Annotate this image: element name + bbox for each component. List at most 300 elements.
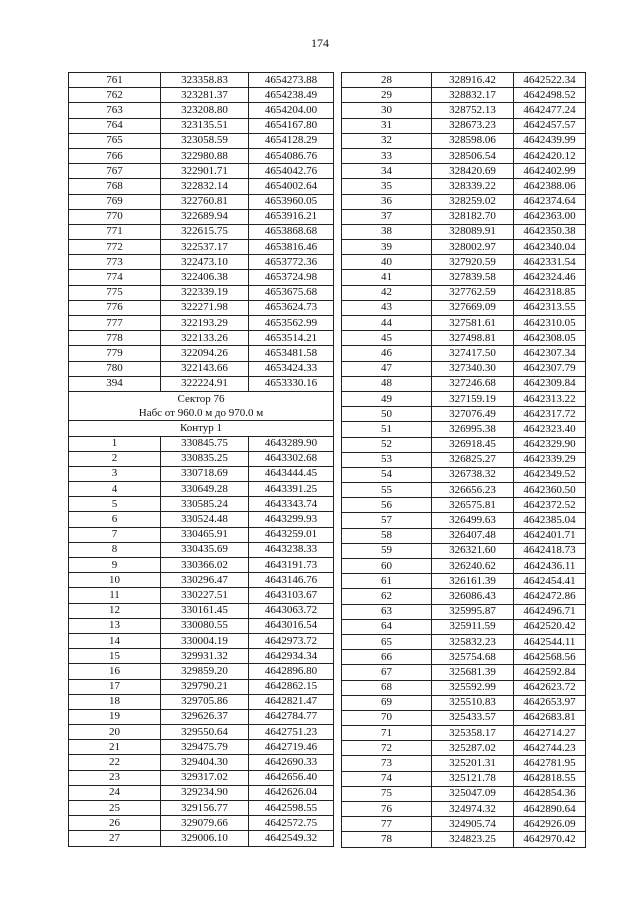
coord-x: 325995.87 <box>432 604 514 619</box>
point-number: 60 <box>342 559 432 574</box>
coord-x: 325121.78 <box>432 771 514 786</box>
coord-x: 325433.57 <box>432 710 514 725</box>
table-row <box>69 801 334 816</box>
coord-y: 4653624.73 <box>249 300 334 315</box>
coord-y: 4642751.23 <box>249 725 334 740</box>
coord-y: 4642656.40 <box>249 770 334 785</box>
coord-x: 329404.30 <box>161 755 249 770</box>
coord-y: 4643289.90 <box>249 436 334 451</box>
coord-y: 4642549.32 <box>249 831 334 846</box>
table-row <box>342 756 586 771</box>
coord-y: 4654273.88 <box>249 73 334 88</box>
coord-x: 326086.43 <box>432 589 514 604</box>
coord-x: 328089.91 <box>432 224 514 239</box>
coord-y: 4642926.09 <box>514 817 586 832</box>
coord-y: 4653675.68 <box>249 285 334 300</box>
coord-x: 328420.69 <box>432 164 514 179</box>
point-number: 765 <box>69 133 161 148</box>
coord-x: 329550.64 <box>161 725 249 740</box>
point-number: 26 <box>69 816 161 831</box>
table-row <box>69 240 334 255</box>
table-row <box>69 740 334 755</box>
table-row <box>69 331 334 346</box>
table-row <box>342 331 586 346</box>
coord-x: 325287.02 <box>432 741 514 756</box>
point-number: 64 <box>342 619 432 634</box>
coord-y: 4642683.81 <box>514 710 586 725</box>
coord-y: 4643103.67 <box>249 588 334 603</box>
coord-y: 4642349.52 <box>514 467 586 482</box>
table-row <box>69 785 334 800</box>
coord-y: 4654128.29 <box>249 133 334 148</box>
coord-y: 4653816.46 <box>249 240 334 255</box>
table-row <box>69 588 334 603</box>
coord-x: 322406.38 <box>161 270 249 285</box>
table-row <box>69 361 334 376</box>
point-number: 62 <box>342 589 432 604</box>
coord-y: 4642498.52 <box>514 88 586 103</box>
point-number: 772 <box>69 240 161 255</box>
coord-x: 329790.21 <box>161 679 249 694</box>
table-row <box>69 270 334 285</box>
table-row <box>69 466 334 481</box>
coord-x: 329234.90 <box>161 785 249 800</box>
coord-x: 330718.69 <box>161 466 249 481</box>
coord-y: 4642690.33 <box>249 755 334 770</box>
coord-x: 325592.99 <box>432 680 514 695</box>
point-number: 51 <box>342 422 432 437</box>
table-row <box>342 361 586 376</box>
table-row <box>342 528 586 543</box>
coord-y: 4642418.73 <box>514 543 586 558</box>
coord-x: 325911.59 <box>432 619 514 634</box>
point-number: 55 <box>342 483 432 498</box>
point-number: 52 <box>342 437 432 452</box>
point-number: 6 <box>69 512 161 527</box>
point-number: 41 <box>342 270 432 285</box>
point-number: 29 <box>342 88 432 103</box>
table-row <box>69 164 334 179</box>
point-number: 25 <box>69 801 161 816</box>
point-number: 20 <box>69 725 161 740</box>
coord-y: 4642821.47 <box>249 694 334 709</box>
table-row <box>69 451 334 466</box>
coord-y: 4642309.84 <box>514 376 586 391</box>
point-number: 27 <box>69 831 161 846</box>
coord-x: 330649.28 <box>161 482 249 497</box>
table-row <box>69 194 334 209</box>
coord-x: 325832.23 <box>432 634 514 649</box>
table-row <box>69 603 334 618</box>
coord-x: 329626.37 <box>161 709 249 724</box>
coord-x: 330465.91 <box>161 527 249 542</box>
coord-x: 330366.02 <box>161 558 249 573</box>
point-number: 780 <box>69 361 161 376</box>
coord-y: 4654042.76 <box>249 164 334 179</box>
coord-x: 326995.38 <box>432 422 514 437</box>
point-number: 70 <box>342 710 432 725</box>
coord-x: 327498.81 <box>432 331 514 346</box>
coord-x: 324905.74 <box>432 817 514 832</box>
point-number: 14 <box>69 633 161 648</box>
point-number: 39 <box>342 240 432 255</box>
coord-x: 328673.23 <box>432 118 514 133</box>
table-row <box>69 88 334 103</box>
point-number: 59 <box>342 543 432 558</box>
point-number: 58 <box>342 528 432 543</box>
coord-y: 4642439.99 <box>514 133 586 148</box>
point-number: 24 <box>69 785 161 800</box>
coord-y: 4643259.01 <box>249 527 334 542</box>
table-row <box>342 224 586 239</box>
coord-y: 4653330.16 <box>249 376 334 391</box>
table-row <box>69 133 334 148</box>
coord-x: 322615.75 <box>161 224 249 239</box>
point-number: 47 <box>342 361 432 376</box>
coord-y: 4653772.36 <box>249 255 334 270</box>
coord-x: 322143.66 <box>161 361 249 376</box>
table-row <box>69 148 334 163</box>
point-number: 21 <box>69 740 161 755</box>
coord-y: 4653916.21 <box>249 209 334 224</box>
table-row <box>342 710 586 725</box>
point-number: 54 <box>342 467 432 482</box>
point-number: 32 <box>342 133 432 148</box>
point-number: 23 <box>69 770 161 785</box>
point-number: 45 <box>342 331 432 346</box>
coord-y: 4642472.86 <box>514 589 586 604</box>
coord-x: 322193.29 <box>161 316 249 331</box>
coord-y: 4642317.72 <box>514 407 586 422</box>
table-row <box>342 300 586 315</box>
table-row <box>342 452 586 467</box>
table-row <box>342 179 586 194</box>
table-row <box>69 255 334 270</box>
point-number: 30 <box>342 103 432 118</box>
table-row <box>69 103 334 118</box>
point-number: 75 <box>342 786 432 801</box>
coord-x: 322537.17 <box>161 240 249 255</box>
table-row <box>342 240 586 255</box>
coord-x: 322271.98 <box>161 300 249 315</box>
table-row <box>342 771 586 786</box>
point-number: 34 <box>342 164 432 179</box>
table-row <box>342 133 586 148</box>
table-row <box>69 73 334 88</box>
coord-x: 328002.97 <box>432 240 514 255</box>
coord-y: 4642401.71 <box>514 528 586 543</box>
point-number: 769 <box>69 194 161 209</box>
table-row <box>69 497 334 512</box>
point-number: 43 <box>342 300 432 315</box>
coord-y: 4642313.22 <box>514 391 586 406</box>
coord-x: 330296.47 <box>161 573 249 588</box>
point-number: 61 <box>342 574 432 589</box>
coord-x: 322832.14 <box>161 179 249 194</box>
table-row <box>342 832 586 847</box>
table-row <box>69 633 334 648</box>
point-number: 74 <box>342 771 432 786</box>
table-row <box>342 817 586 832</box>
point-number: 28 <box>342 73 432 88</box>
point-number: 44 <box>342 316 432 331</box>
coord-y: 4642544.11 <box>514 634 586 649</box>
coord-y: 4643444.45 <box>249 466 334 481</box>
table-row <box>342 437 586 452</box>
point-number: 16 <box>69 664 161 679</box>
table-row <box>69 285 334 300</box>
point-number: 77 <box>342 817 432 832</box>
coord-y: 4642520.42 <box>514 619 586 634</box>
coord-x: 327669.09 <box>432 300 514 315</box>
coord-x: 329931.32 <box>161 649 249 664</box>
table-row <box>342 103 586 118</box>
point-number: 775 <box>69 285 161 300</box>
coord-y: 4642477.24 <box>514 103 586 118</box>
coord-y: 4642572.75 <box>249 816 334 831</box>
coord-x: 330845.75 <box>161 436 249 451</box>
coord-x: 326407.48 <box>432 528 514 543</box>
coord-y: 4642454.41 <box>514 574 586 589</box>
coord-y: 4643146.76 <box>249 573 334 588</box>
coord-y: 4642714.27 <box>514 726 586 741</box>
coord-y: 4642420.12 <box>514 148 586 163</box>
point-number: 1 <box>69 436 161 451</box>
table-row <box>69 679 334 694</box>
table-row <box>69 179 334 194</box>
coord-x: 327920.59 <box>432 255 514 270</box>
table-row <box>69 224 334 239</box>
coord-x: 326321.60 <box>432 543 514 558</box>
table-row <box>342 786 586 801</box>
point-number: 4 <box>69 482 161 497</box>
table-row <box>69 816 334 831</box>
coord-y: 4642402.99 <box>514 164 586 179</box>
coord-y: 4642313.55 <box>514 300 586 315</box>
coord-y: 4642934.34 <box>249 649 334 664</box>
table-row <box>342 194 586 209</box>
table-row <box>342 726 586 741</box>
coord-x: 330004.19 <box>161 633 249 648</box>
table-row <box>69 316 334 331</box>
coord-y: 4642329.90 <box>514 437 586 452</box>
coord-y: 4643391.25 <box>249 482 334 497</box>
coord-x: 326825.27 <box>432 452 514 467</box>
coord-y: 4642324.46 <box>514 270 586 285</box>
table-row <box>342 513 586 528</box>
point-number: 12 <box>69 603 161 618</box>
coord-y: 4642457.57 <box>514 118 586 133</box>
table-row <box>69 770 334 785</box>
table-row <box>69 649 334 664</box>
coord-y: 4643063.72 <box>249 603 334 618</box>
coord-y: 4642318.85 <box>514 285 586 300</box>
table-row <box>342 285 586 300</box>
coord-x: 324974.32 <box>432 802 514 817</box>
table-row <box>342 543 586 558</box>
coord-x: 330835.25 <box>161 451 249 466</box>
point-number: 69 <box>342 695 432 710</box>
coord-x: 327762.59 <box>432 285 514 300</box>
point-number: 53 <box>342 452 432 467</box>
coord-x: 330161.45 <box>161 603 249 618</box>
point-number: 35 <box>342 179 432 194</box>
coord-y: 4642308.05 <box>514 331 586 346</box>
point-number: 36 <box>342 194 432 209</box>
table-row <box>69 436 334 451</box>
coord-y: 4642374.64 <box>514 194 586 209</box>
point-number: 31 <box>342 118 432 133</box>
coord-y: 4642568.56 <box>514 650 586 665</box>
table-row <box>342 164 586 179</box>
point-number: 764 <box>69 118 161 133</box>
coord-y: 4642598.55 <box>249 801 334 816</box>
coord-x: 330524.48 <box>161 512 249 527</box>
coord-x: 322473.10 <box>161 255 249 270</box>
coord-y: 4642363.00 <box>514 209 586 224</box>
point-number: 9 <box>69 558 161 573</box>
table-row <box>342 316 586 331</box>
table-row <box>342 589 586 604</box>
coord-x: 326240.62 <box>432 559 514 574</box>
coord-x: 326575.81 <box>432 498 514 513</box>
coordinates-table-left <box>68 72 334 847</box>
coord-x: 324823.25 <box>432 832 514 847</box>
point-number: 762 <box>69 88 161 103</box>
point-number: 22 <box>69 755 161 770</box>
coord-x: 329475.79 <box>161 740 249 755</box>
point-number: 3 <box>69 466 161 481</box>
table-row <box>69 831 334 846</box>
coord-y: 4642436.11 <box>514 559 586 574</box>
coord-x: 325201.31 <box>432 756 514 771</box>
point-number: 11 <box>69 588 161 603</box>
point-number: 8 <box>69 542 161 557</box>
table-row <box>69 482 334 497</box>
coord-y: 4642890.64 <box>514 802 586 817</box>
table-row <box>342 695 586 710</box>
table-row <box>342 741 586 756</box>
coord-y: 4642339.29 <box>514 452 586 467</box>
table-row <box>342 559 586 574</box>
coord-y: 4643302.68 <box>249 451 334 466</box>
point-number: 773 <box>69 255 161 270</box>
coord-x: 330227.51 <box>161 588 249 603</box>
point-number: 763 <box>69 103 161 118</box>
table-row <box>342 619 586 634</box>
point-number: 771 <box>69 224 161 239</box>
coord-y: 4642385.04 <box>514 513 586 528</box>
coord-x: 325754.68 <box>432 650 514 665</box>
table-row <box>342 634 586 649</box>
table-row <box>342 802 586 817</box>
point-number: 777 <box>69 316 161 331</box>
point-number: 17 <box>69 679 161 694</box>
point-number: 770 <box>69 209 161 224</box>
point-number: 33 <box>342 148 432 163</box>
coord-y: 4653960.05 <box>249 194 334 209</box>
table-row <box>342 148 586 163</box>
coord-y: 4643343.74 <box>249 497 334 512</box>
table-row <box>69 118 334 133</box>
table-row <box>342 604 586 619</box>
point-number: 49 <box>342 391 432 406</box>
coord-y: 4642744.23 <box>514 741 586 756</box>
coord-x: 322133.26 <box>161 331 249 346</box>
contour-heading-row <box>69 421 334 436</box>
table-row <box>69 618 334 633</box>
point-number: 38 <box>342 224 432 239</box>
table-row <box>342 467 586 482</box>
coord-x: 329079.66 <box>161 816 249 831</box>
coord-x: 325681.39 <box>432 665 514 680</box>
coord-y: 4642323.40 <box>514 422 586 437</box>
coord-y: 4653724.98 <box>249 270 334 285</box>
coord-y: 4642331.54 <box>514 255 586 270</box>
coord-x: 328506.54 <box>432 148 514 163</box>
coord-x: 330080.55 <box>161 618 249 633</box>
table-row <box>69 209 334 224</box>
point-number: 76 <box>342 802 432 817</box>
coord-y: 4642973.72 <box>249 633 334 648</box>
table-row <box>342 391 586 406</box>
coord-y: 4642970.42 <box>514 832 586 847</box>
table-row <box>342 118 586 133</box>
table-row <box>69 512 334 527</box>
coord-y: 4654238.49 <box>249 88 334 103</box>
table-row <box>342 665 586 680</box>
point-number: 776 <box>69 300 161 315</box>
table-row <box>69 755 334 770</box>
point-number: 56 <box>342 498 432 513</box>
coord-y: 4643016.54 <box>249 618 334 633</box>
point-number: 768 <box>69 179 161 194</box>
coord-x: 322224.91 <box>161 376 249 391</box>
point-number: 57 <box>342 513 432 528</box>
coord-x: 322980.88 <box>161 148 249 163</box>
coord-y: 4642862.15 <box>249 679 334 694</box>
contour-label: Контур 1 <box>69 421 334 436</box>
point-number: 774 <box>69 270 161 285</box>
coord-y: 4642719.46 <box>249 740 334 755</box>
coord-y: 4653514.21 <box>249 331 334 346</box>
coord-x: 326499.63 <box>432 513 514 528</box>
coord-x: 327839.58 <box>432 270 514 285</box>
sector-heading-row <box>69 391 334 406</box>
table-row <box>69 300 334 315</box>
point-number: 46 <box>342 346 432 361</box>
coord-x: 325358.17 <box>432 726 514 741</box>
coord-x: 322689.94 <box>161 209 249 224</box>
table-row <box>342 376 586 391</box>
coord-y: 4642522.34 <box>514 73 586 88</box>
coord-x: 327581.61 <box>432 316 514 331</box>
coord-y: 4643191.73 <box>249 558 334 573</box>
point-number: 7 <box>69 527 161 542</box>
coord-x: 326656.23 <box>432 483 514 498</box>
point-number: 2 <box>69 451 161 466</box>
table-row <box>69 542 334 557</box>
point-number: 68 <box>342 680 432 695</box>
page-number: 174 <box>311 36 329 50</box>
point-number: 65 <box>342 634 432 649</box>
coord-x: 327076.49 <box>432 407 514 422</box>
coord-x: 329006.10 <box>161 831 249 846</box>
table-row <box>69 558 334 573</box>
point-number: 40 <box>342 255 432 270</box>
table-row <box>342 574 586 589</box>
coord-y: 4653868.68 <box>249 224 334 239</box>
